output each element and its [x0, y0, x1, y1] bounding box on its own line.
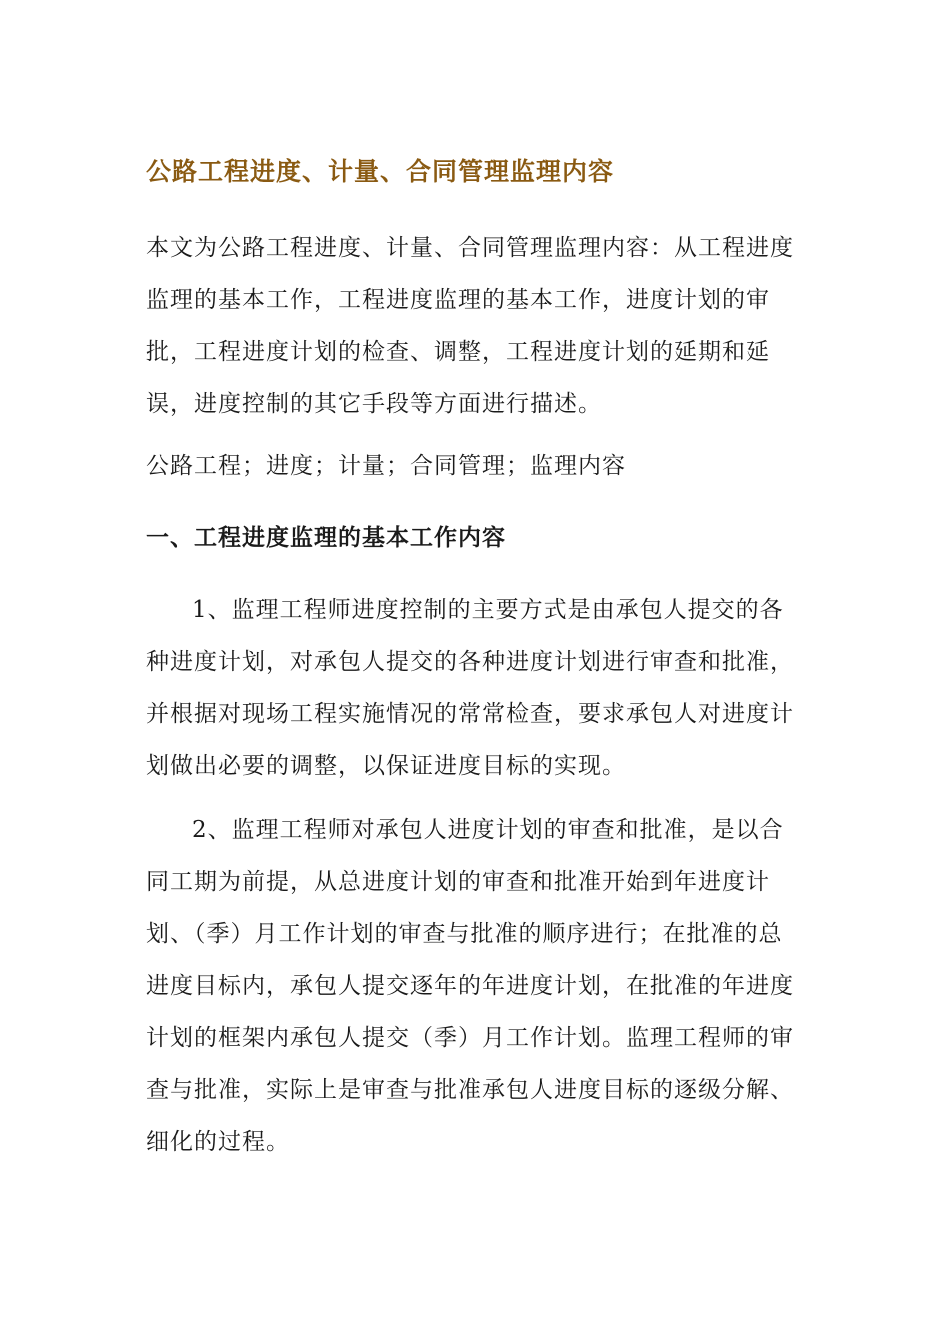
document-title: 公路工程进度、计量、合同管理监理内容	[146, 157, 615, 186]
section-heading: 一、工程进度监理的基本工作内容	[146, 524, 506, 551]
paragraph-1: 1、监理工程师进度控制的主要方式是由承包人提交的各种进度计划，对承包人提交的各种进度计划进行审查和批准，并根据对现场工程实施情况的常常检查，要求承包人对进度计划做出必要的调整，以保证进度目标的实现。	[146, 597, 794, 779]
paragraph-2: 2、监理工程师对承包人进度计划的审查和批准，是以合同工期为前提，从总进度计划的审查和批准开始到年进度计划、（季）月工作计划的审查与批准的顺序进行；在批准的总进度目标内，承包人提交逐年的年进度计划，在批准的年进度计划的框架内承包人提交（季）月工作计划。监理工程师的审查与批准，实际上是审查与批准承包人进度目标的逐级分解、细化的过程。	[146, 817, 794, 1155]
document-abstract: 本文为公路工程进度、计量、合同管理监理内容：从工程进度监理的基本工作，工程进度监理的基本工作，进度计划的审批，工程进度计划的检查、调整，工程进度计划的延期和延误，进度控制的其它手段等方面进行描述。	[146, 235, 794, 417]
document-keywords: 公路工程；进度；计量；合同管理；监理内容	[146, 453, 626, 479]
